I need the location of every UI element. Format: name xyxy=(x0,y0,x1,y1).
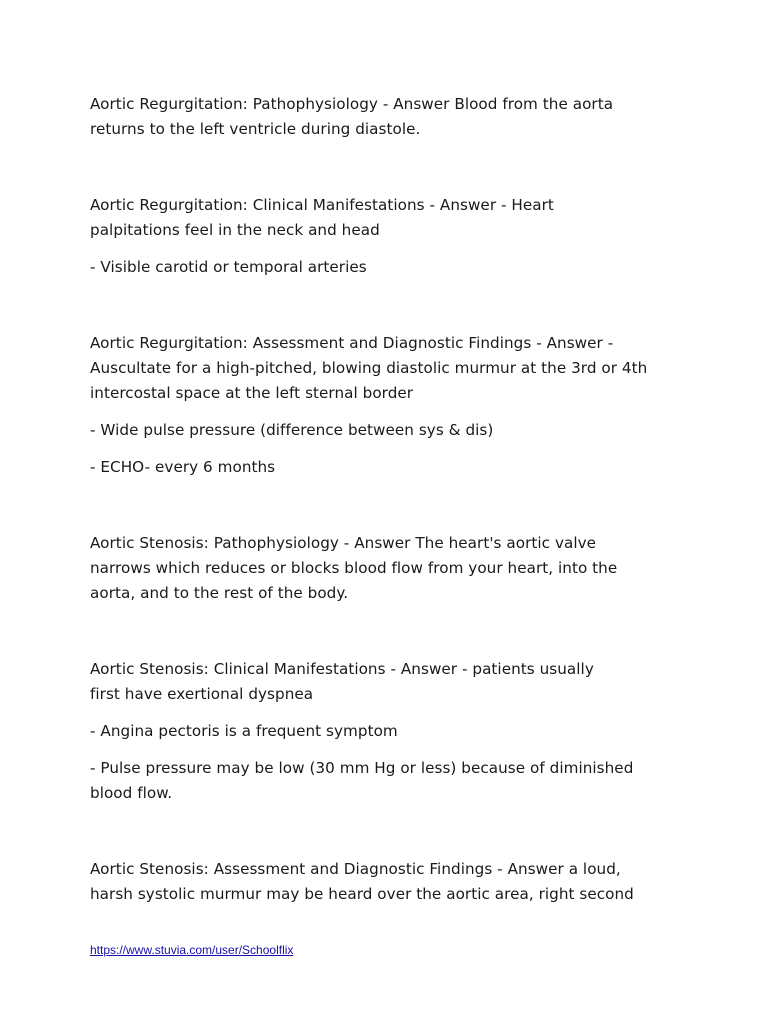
entry-line: Aortic Stenosis: Assessment and Diagnostic Findings - Answer a loud, xyxy=(90,860,621,878)
document-body xyxy=(90,92,690,907)
footer-link[interactable]: https://www.stuvia.com/user/Schoolflix xyxy=(90,943,294,957)
entry-bullet: - Angina pectoris is a frequent symptom xyxy=(90,722,398,740)
qa-entry xyxy=(90,657,690,806)
qa-entry xyxy=(90,331,690,480)
entry-bullet: - Visible carotid or temporal arteries xyxy=(90,258,367,276)
entry-line: Aortic Regurgitation: Assessment and Diagnostic Findings - Answer - xyxy=(90,334,614,352)
entry-line: narrows which reduces or blocks blood flow from your heart, into the xyxy=(90,559,618,577)
qa-entry xyxy=(90,92,690,142)
entry-line: returns to the left ventricle during diastole. xyxy=(90,120,421,138)
qa-entry xyxy=(90,857,690,907)
entry-line: first have exertional dyspnea xyxy=(90,685,314,703)
entry-line: Aortic Regurgitation: Pathophysiology - Answer Blood from the aorta xyxy=(90,95,614,113)
qa-entry xyxy=(90,193,690,280)
entry-line: palpitations feel in the neck and head xyxy=(90,221,380,239)
entry-bullet: - ECHO- every 6 months xyxy=(90,458,276,476)
entry-line: intercostal space at the left sternal border xyxy=(90,384,414,402)
entry-line: Aortic Stenosis: Pathophysiology - Answer The heart's aortic valve xyxy=(90,534,597,552)
entry-bullet: - Pulse pressure may be low (30 mm Hg or less) because of diminished blood flow. xyxy=(90,759,634,802)
entry-line: Auscultate for a high-pitched, blowing diastolic murmur at the 3rd or 4th xyxy=(90,359,648,377)
entry-line: harsh systolic murmur may be heard over the aortic area, right second xyxy=(90,885,634,903)
entry-line: Aortic Stenosis: Clinical Manifestations - Answer - patients usually xyxy=(90,660,594,678)
entry-line: aorta, and to the rest of the body. xyxy=(90,584,349,602)
entry-line: Aortic Regurgitation: Clinical Manifestations - Answer - Heart xyxy=(90,196,554,214)
entry-bullet: - Wide pulse pressure (difference between sys & dis) xyxy=(90,421,494,439)
qa-entry xyxy=(90,531,690,606)
